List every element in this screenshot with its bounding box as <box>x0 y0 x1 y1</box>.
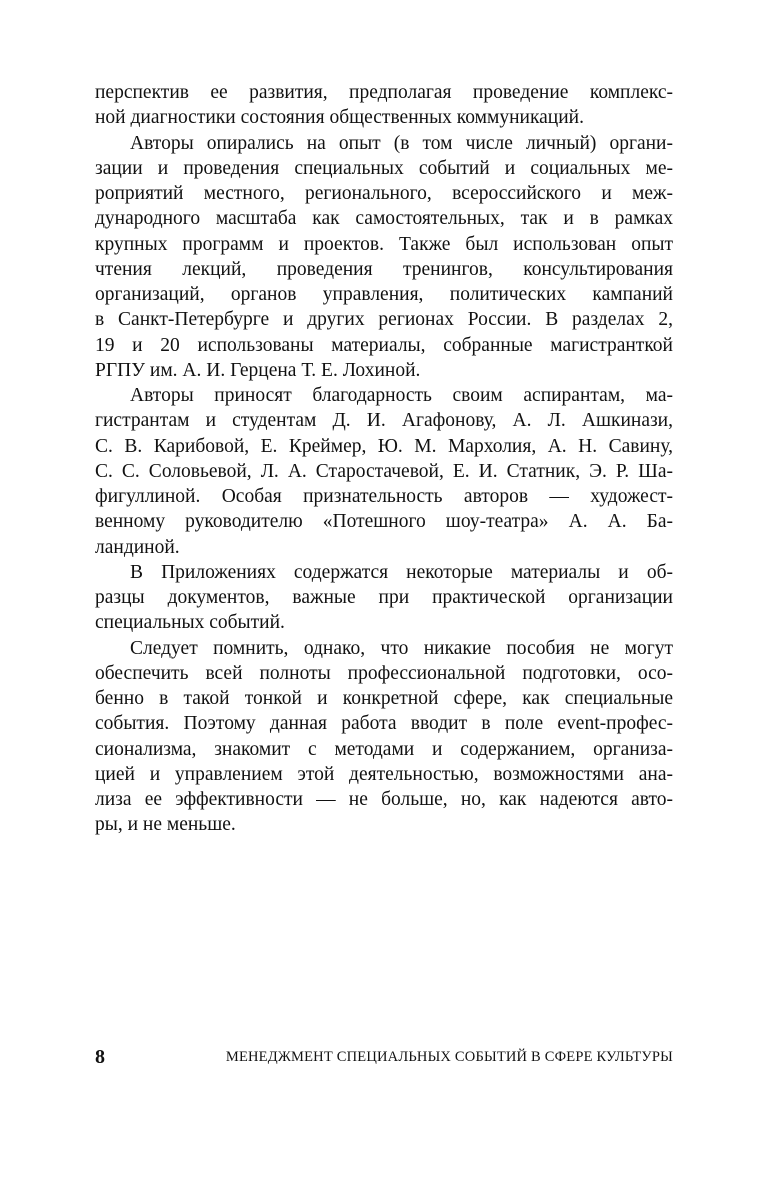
text-line: гистрантам и студентам Д. И. Агафонову, А. Л. Ашкинази, <box>95 410 673 432</box>
text-line: перспектив ее развития, предполагая проведение комплекс- <box>95 82 673 103</box>
text-line: В Приложениях содержатся некоторые материалы и об- <box>130 561 673 583</box>
text-line: С. В. Карибовой, Е. Креймер, Ю. М. Мархолия, А. Н. Савину, <box>95 435 673 457</box>
page-number: 8 <box>95 1046 105 1068</box>
text-line: зации и проведения специальных событий и социальных ме- <box>95 157 673 179</box>
text-line: дународного масштаба как самостоятельных, так и в рамках <box>95 208 673 230</box>
text-line: чтения лекций, проведения тренингов, консультирования <box>95 258 673 280</box>
text-line: лиза ее эффективности — не больше, но, как надеются авто- <box>95 789 673 810</box>
text-line: Авторы приносят благодарность своим аспирантам, ма- <box>130 385 673 406</box>
text-line: сионализма, знакомит с методами и содержанием, организа- <box>95 738 673 760</box>
text-line: Следует помнить, однако, что никакие пособия не могут <box>130 637 673 659</box>
text-line: обеспечить всей полноты профессиональной подготовки, осо- <box>95 662 673 684</box>
text-line: ной диагностики состояния общественных коммуникаций. <box>95 107 584 129</box>
text-line: события. Поэтому данная работа вводит в поле event-профес- <box>95 713 673 735</box>
text-line: С. С. Соловьевой, Л. А. Старостачевой, Е. И. Статник, Э. Р. Ша- <box>95 460 673 482</box>
text-line: фигуллиной. Особая признательность авторов — художест- <box>95 486 673 507</box>
text-line: специальных событий. <box>95 612 285 634</box>
text-line: крупных программ и проектов. Также был использован опыт <box>95 233 673 255</box>
text-line: организаций, органов управления, политических кампаний <box>95 284 673 305</box>
text-line: Авторы опирались на опыт (в том числе личный) органи- <box>130 132 673 154</box>
text-line: роприятий местного, регионального, всероссийского и меж- <box>95 183 673 204</box>
text-line: венному руководителю «Потешного шоу-театра» А. А. Ба- <box>95 511 673 533</box>
text-line: цией и управлением этой деятельностью, возможностями ана- <box>95 763 673 785</box>
running-head: МЕНЕДЖМЕНТ СПЕЦИАЛЬНЫХ СОБЫТИЙ В СФЕРЕ КУЛЬТУРЫ <box>225 1049 673 1065</box>
page-footer <box>95 1046 673 1070</box>
text-line: ры, и не меньше. <box>95 814 236 836</box>
text-line: ландиной. <box>95 536 180 558</box>
text-line: разцы документов, важные при практической организации <box>95 587 673 608</box>
text-line: РГПУ им. А. И. Герцена Т. Е. Лохиной. <box>95 359 421 381</box>
text-line: 19 и 20 использованы материалы, собранные магистранткой <box>95 334 673 356</box>
text-line: бенно в такой тонкой и конкретной сфере, как специальные <box>95 688 673 709</box>
body-text <box>95 80 673 838</box>
text-line: в Санкт-Петербурге и других регионах России. В разделах 2, <box>95 309 673 331</box>
